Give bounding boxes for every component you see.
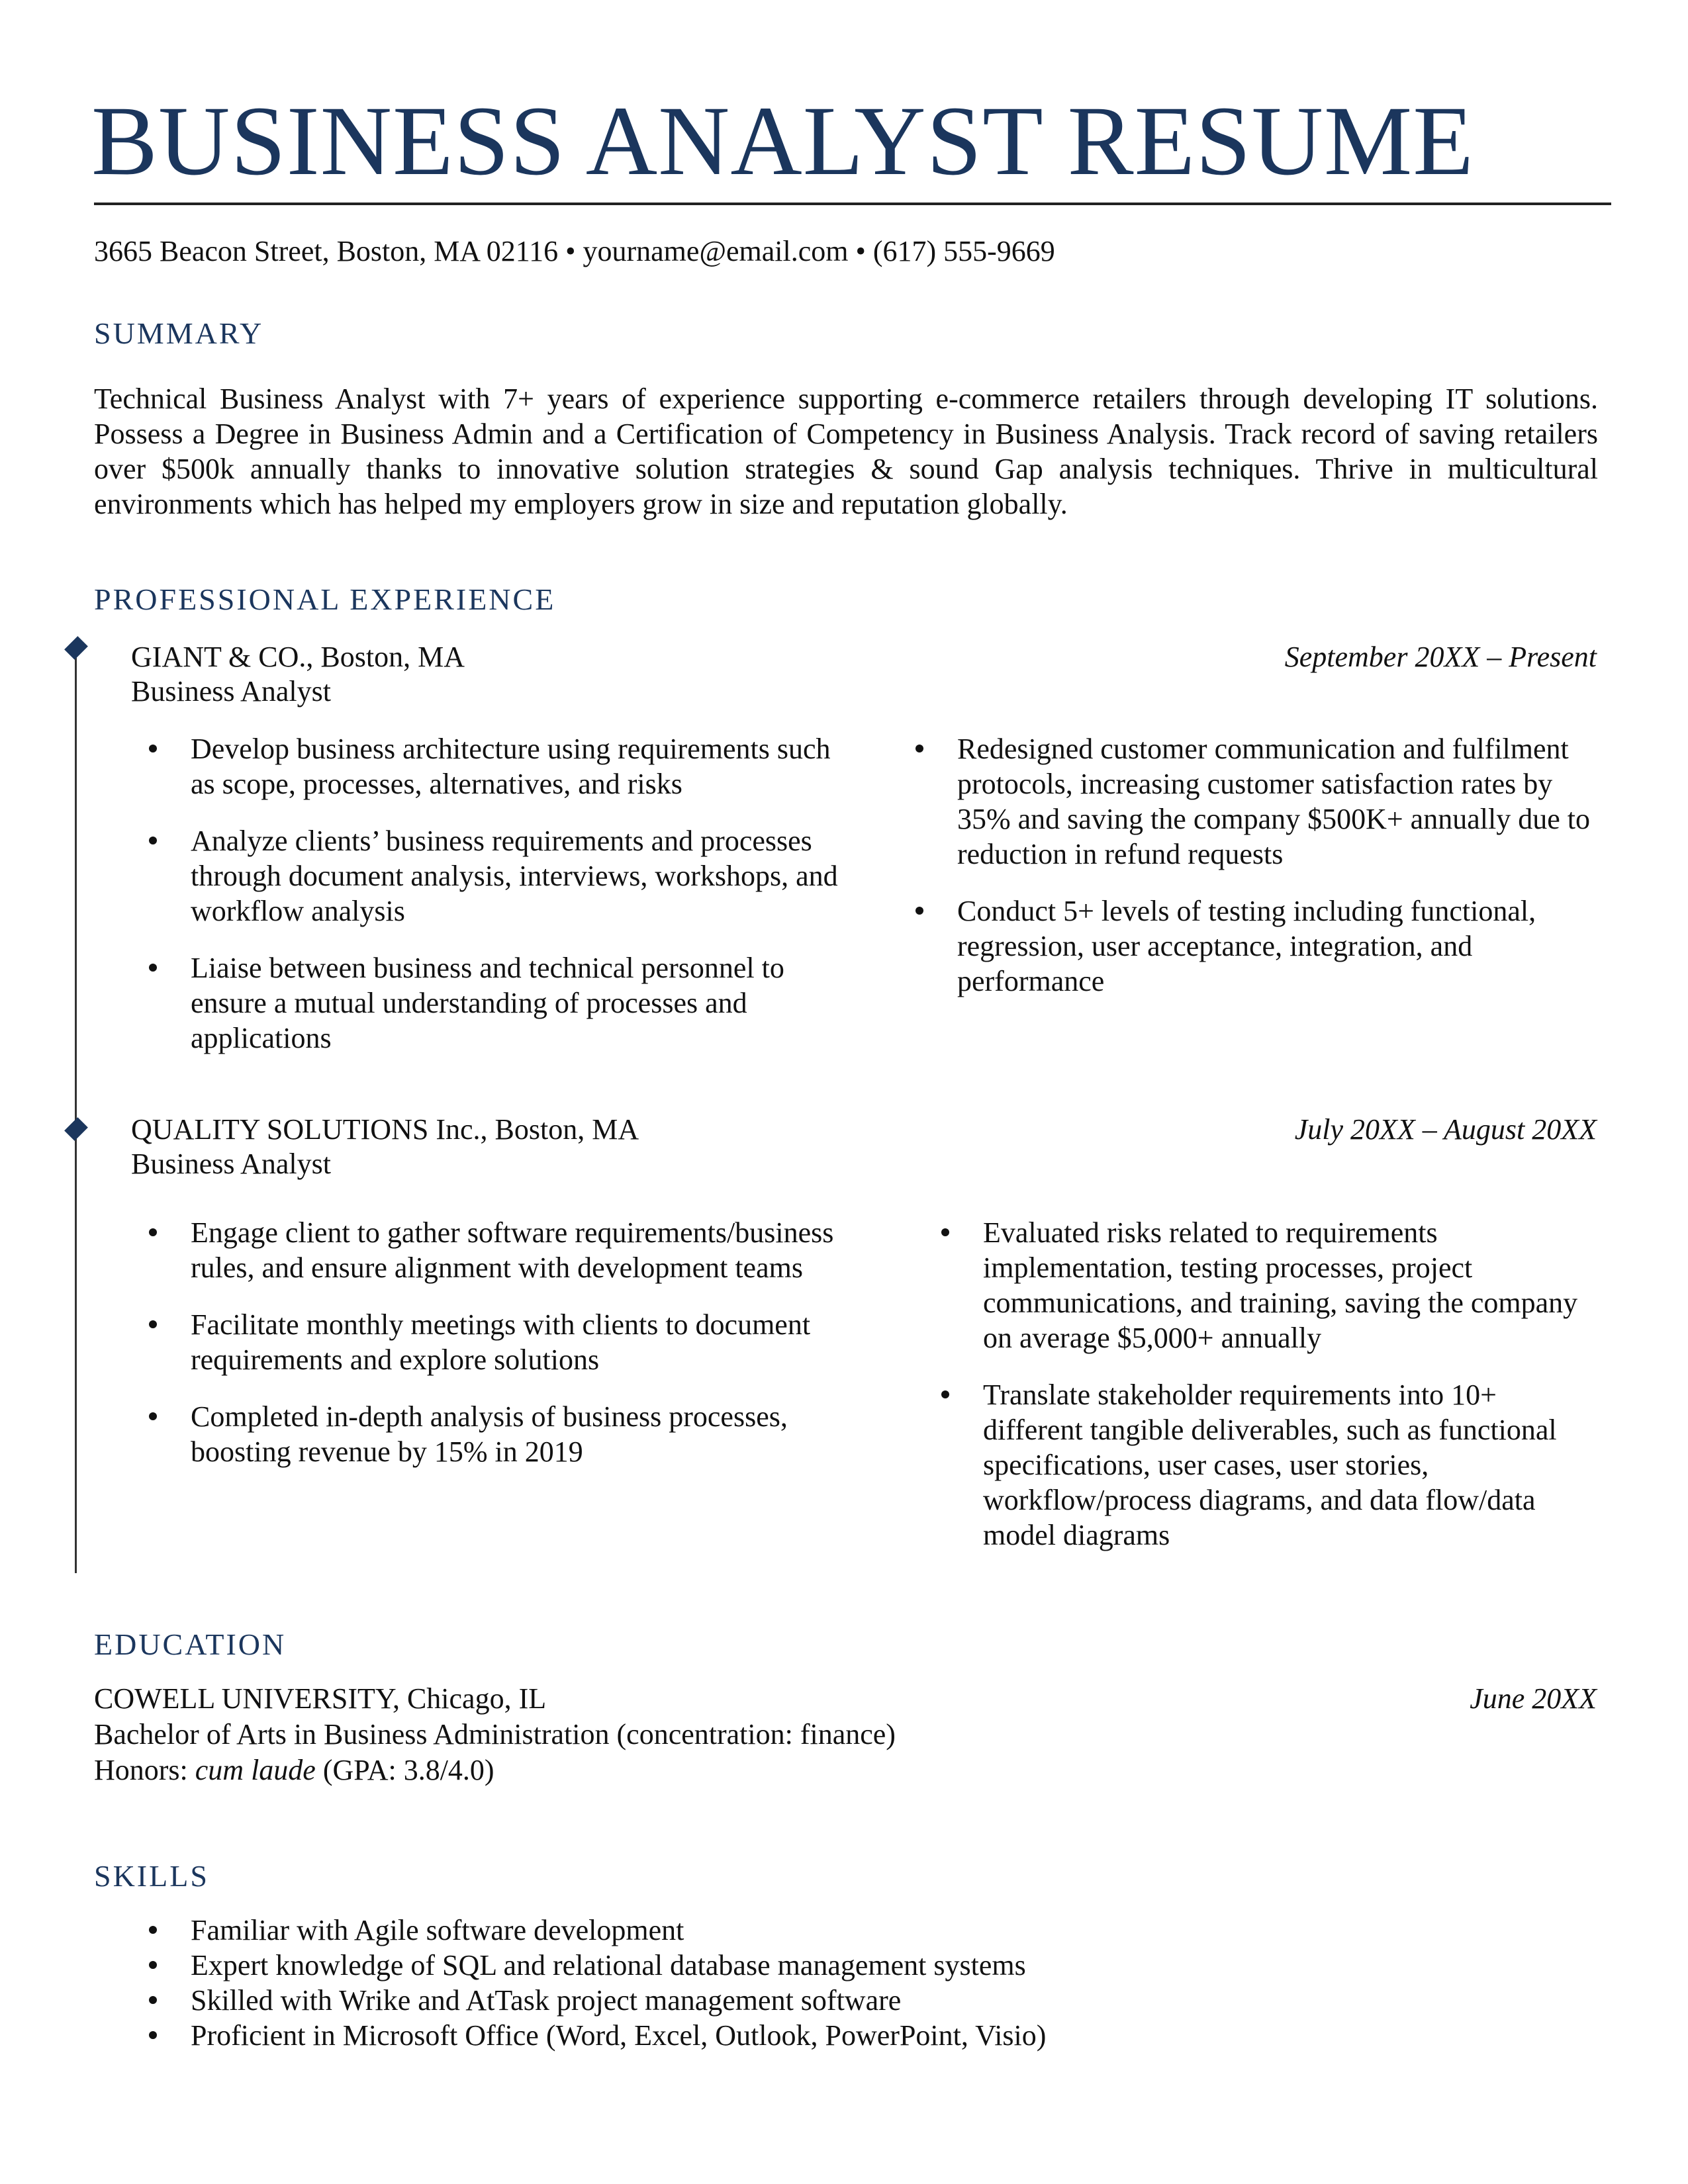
job-bullets-left xyxy=(191,731,859,1077)
summary-heading: SUMMARY xyxy=(94,316,264,350)
list-item: Translate stakeholder requirements into 10+ different tangible deliverables, such as functional specifications, user cases, user stories, workflow/process diagrams, and data flow/data model diagrams xyxy=(983,1377,1597,1553)
title-divider xyxy=(94,203,1611,205)
job-bullets-right xyxy=(983,1215,1597,1574)
skills-heading: SKILLS xyxy=(94,1859,209,1893)
job-bullets-left xyxy=(191,1215,866,1491)
list-item: Analyze clients’ business requirements and processes through document analysis, interviews, workshops, and workflow analysis xyxy=(191,823,859,929)
education-honors xyxy=(94,1752,494,1788)
summary-text: Technical Business Analyst with 7+ years of experience supporting e-commerce retailers through developing IT solutions. Possess a Degree in Business Admin and a Certification of Competency in Business Analysis. Track record of saving retailers over $500k annually thanks to innovative solution strategies & sound Gap analysis techniques. Thrive in multicultural environments which has helped my employers grow in size and reputation globally. xyxy=(94,383,1598,520)
honors-label: Honors: xyxy=(94,1754,195,1786)
list-item: Expert knowledge of SQL and relational database management systems xyxy=(191,1948,1581,1983)
list-item: Redesigned customer communication and fulfilment protocols, increasing customer satisfaction rates by 35% and saving the company $500K+ annually due to reduction in refund requests xyxy=(957,731,1597,872)
education-degree: Bachelor of Arts in Business Administration (concentration: finance) xyxy=(94,1718,896,1751)
job-dates: September 20XX – Present xyxy=(1284,641,1597,673)
job-role: Business Analyst xyxy=(131,1148,331,1180)
job-role: Business Analyst xyxy=(131,675,331,707)
timeline-diamond-icon xyxy=(64,1117,88,1141)
experience-heading: PROFESSIONAL EXPERIENCE xyxy=(94,582,556,616)
list-item: Engage client to gather software requirements/business rules, and ensure alignment with development teams xyxy=(191,1215,866,1285)
education-school: COWELL UNIVERSITY, Chicago, IL xyxy=(94,1682,547,1715)
list-item: Facilitate monthly meetings with clients to document requirements and explore solutions xyxy=(191,1307,866,1377)
timeline-line xyxy=(75,648,77,1573)
skills-list xyxy=(191,1913,1581,2053)
honors-distinction: cum laude xyxy=(195,1754,316,1786)
education-date: June 20XX xyxy=(1470,1682,1597,1715)
job-bullets-right xyxy=(957,731,1597,1021)
timeline-diamond-icon xyxy=(64,636,88,660)
list-item: Proficient in Microsoft Office (Word, Excel, Outlook, PowerPoint, Visio) xyxy=(191,2018,1581,2053)
list-item: Familiar with Agile software development xyxy=(191,1913,1581,1948)
list-item: Conduct 5+ levels of testing including functional, regression, user acceptance, integration, and performance xyxy=(957,893,1597,999)
list-item: Liaise between business and technical personnel to ensure a mutual understanding of processes and applications xyxy=(191,950,859,1056)
job-company: GIANT & CO., Boston, MA xyxy=(131,641,465,673)
list-item: Develop business architecture using requirements such as scope, processes, alternatives, and risks xyxy=(191,731,859,801)
resume-title: BUSINESS ANALYST RESUME xyxy=(91,86,1474,196)
contact-info: 3665 Beacon Street, Boston, MA 02116 • yourname@email.com • (617) 555-9669 xyxy=(94,235,1055,267)
list-item: Completed in-depth analysis of business processes, boosting revenue by 15% in 2019 xyxy=(191,1399,866,1469)
job-dates: July 20XX – August 20XX xyxy=(1294,1113,1597,1146)
honors-gpa: (GPA: 3.8/4.0) xyxy=(315,1754,494,1786)
job-company: QUALITY SOLUTIONS Inc., Boston, MA xyxy=(131,1113,639,1146)
list-item: Evaluated risks related to requirements implementation, testing processes, project communications, and training, saving the company on average $5,000+ annually xyxy=(983,1215,1597,1355)
education-heading: EDUCATION xyxy=(94,1627,287,1661)
list-item: Skilled with Wrike and AtTask project management software xyxy=(191,1983,1581,2018)
